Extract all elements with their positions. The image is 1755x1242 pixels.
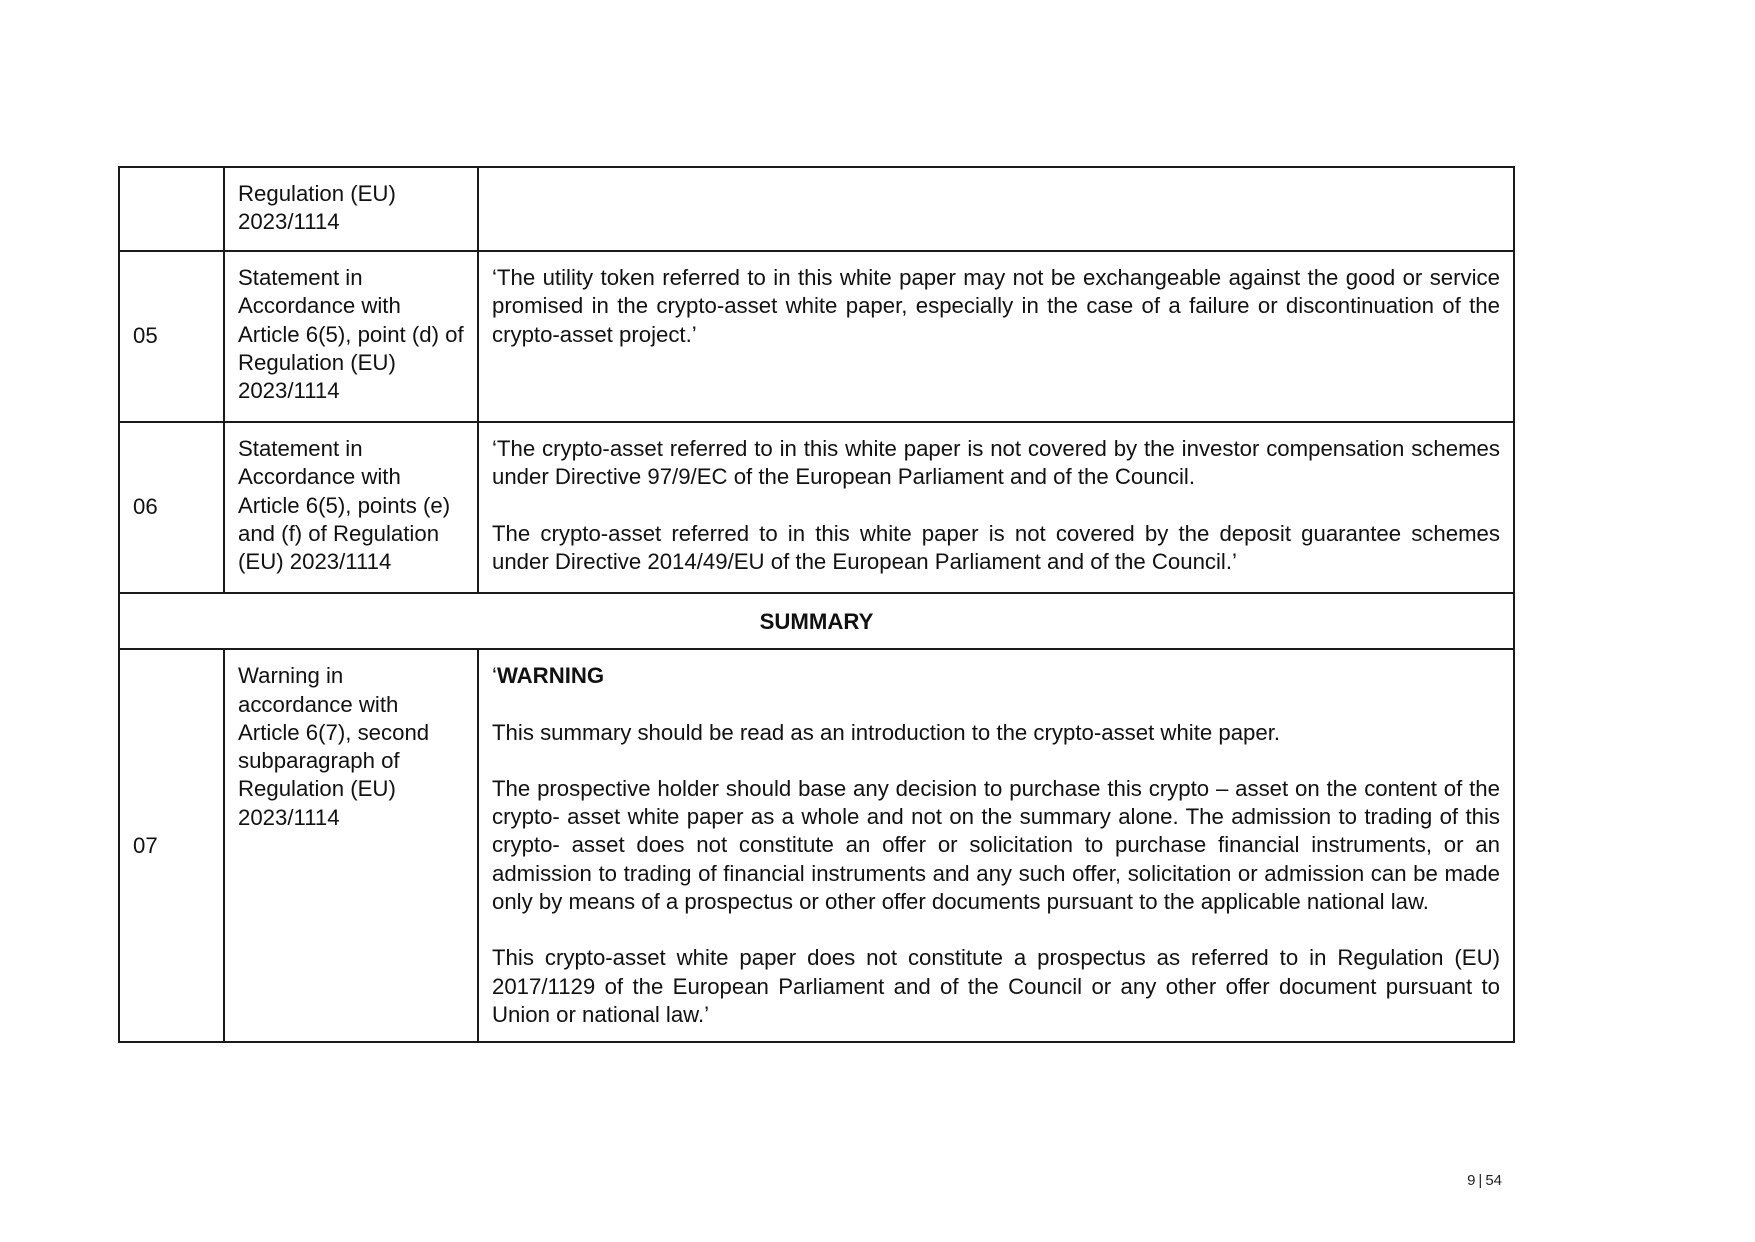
paragraph: This summary should be read as an introduction to the crypto-asset white paper. <box>492 719 1281 745</box>
table-row <box>119 649 1514 1042</box>
row-label-text: Statement in Accordance with Article 6(5), point (d) of Regulation (EU) 2023/1114 <box>238 265 464 404</box>
warning-heading <box>492 662 1500 690</box>
row-label <box>224 422 478 593</box>
warning-title: WARNING <box>496 663 605 689</box>
row-label <box>224 251 478 422</box>
row-text <box>478 167 1514 251</box>
paragraph: ‘The crypto-asset referred to in this white paper is not covered by the investor compensation schemes under Directive 97/9/EC of the European Parliament and of the Council. <box>492 436 1500 490</box>
row-number: 07 <box>119 649 224 1042</box>
row-label <box>224 167 478 251</box>
table-row <box>119 422 1514 593</box>
table-row <box>119 167 1514 251</box>
table-row <box>119 251 1514 422</box>
warning-open-quote: ‘ <box>492 663 497 689</box>
paragraph: The crypto-asset referred to in this white paper is not covered by the deposit guarantee schemes under Directive 2014/49/EU of the European Parliament and of the Council.’ <box>492 520 1500 574</box>
summary-heading-row <box>119 593 1514 649</box>
row-label-text: Warning in accordance with Article 6(7), second subparagraph of Regulation (EU) 2023/1114 <box>238 663 430 830</box>
row-number <box>119 167 224 251</box>
row-number: 06 <box>119 422 224 593</box>
disclosure-table <box>118 166 1515 1043</box>
row-text <box>478 251 1514 422</box>
page-current: 9 <box>1467 1172 1476 1189</box>
row-text <box>478 422 1514 593</box>
page-number <box>1450 1172 1502 1189</box>
page-separator: | <box>1478 1172 1483 1189</box>
summary-heading: SUMMARY <box>119 593 1514 649</box>
page-total: 54 <box>1485 1172 1502 1189</box>
row-number: 05 <box>119 251 224 422</box>
row-label <box>224 649 478 1042</box>
paragraph: The prospective holder should base any decision to purchase this crypto – asset on the content of the crypto- asset white paper as a whole and not on the summary alone. The admission to trading of this crypto- asset does not constitute an offer or solicitation to purchase financial instruments, or an admission to trading of financial instruments and any such offer, solicitation or admission can be made only by means of a prospectus or other offer documents pursuant to the applicable national law. <box>492 775 1500 915</box>
paragraph: ‘The utility token referred to in this white paper may not be exchangeable against the good or service promised in the crypto-asset white paper, especially in the case of a failure or discontinuation of the crypto-asset project.’ <box>492 265 1500 347</box>
row-label-text: Statement in Accordance with Article 6(5), points (e) and (f) of Regulation (EU) 2023/1114 <box>238 436 451 575</box>
row-label-text: Regulation (EU) 2023/1114 <box>238 181 396 235</box>
row-text <box>478 649 1514 1042</box>
paragraph: This crypto-asset white paper does not constitute a prospectus as referred to in Regulation (EU) 2017/1129 of the European Parliament and of the Council or any other offer document pursuant to Union or national law.’ <box>492 945 1500 1027</box>
